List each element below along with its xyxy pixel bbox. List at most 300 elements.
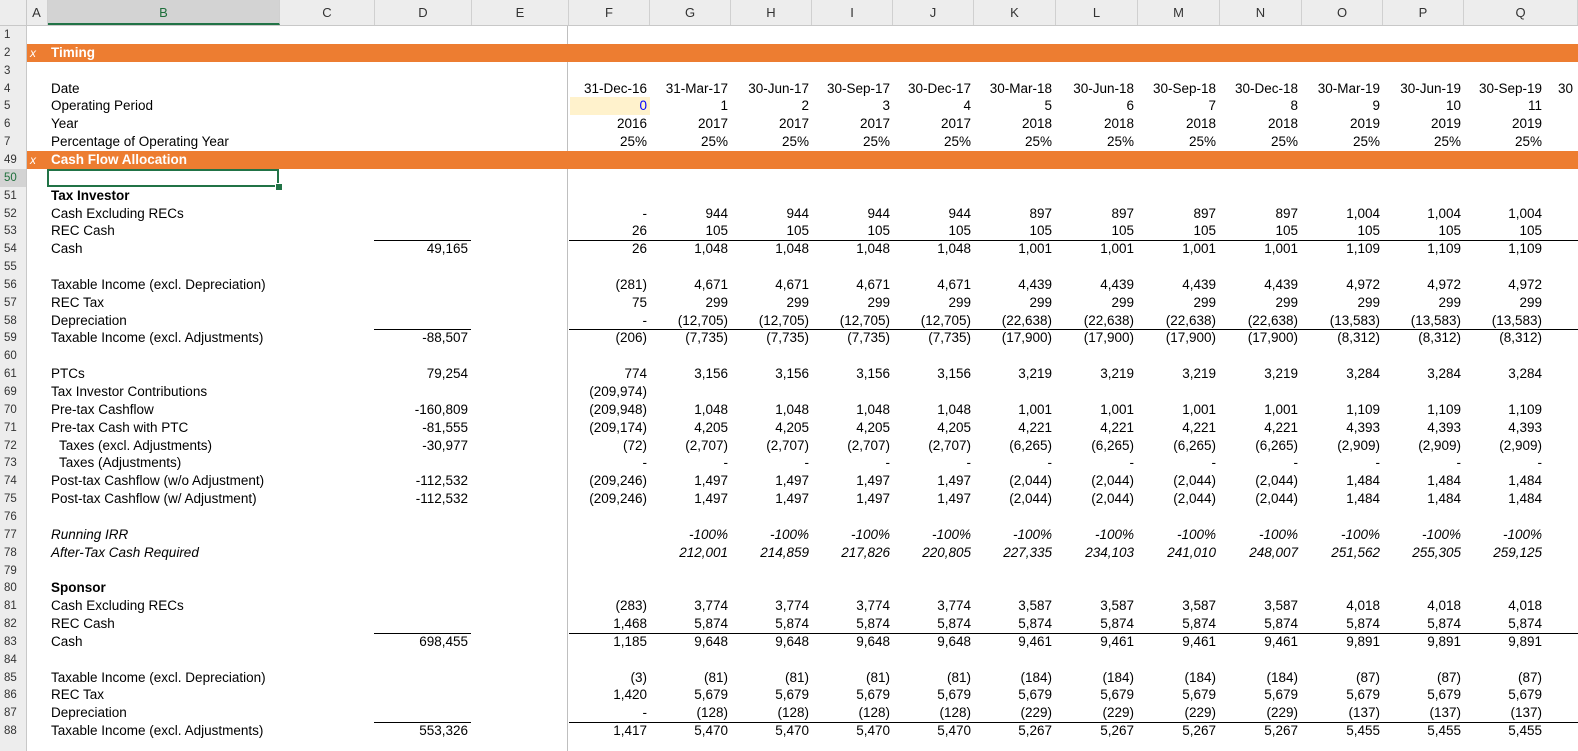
value-cell[interactable]: (12,705)	[758, 312, 809, 328]
value-cell[interactable]: -	[642, 312, 647, 328]
value-cell[interactable]: -	[642, 455, 647, 471]
value-cell[interactable]: (184)	[1102, 669, 1134, 685]
value-cell[interactable]: -100%	[931, 526, 971, 542]
row-header-83[interactable]: 83	[0, 633, 26, 651]
row-label[interactable]: Pre-tax Cash with PTC	[51, 419, 189, 435]
row-header-5[interactable]: 5	[0, 97, 26, 115]
value-cell[interactable]: 1,109	[1346, 401, 1380, 417]
value-cell[interactable]: 1,484	[1346, 491, 1380, 507]
value-cell[interactable]: 5,267	[1100, 723, 1134, 739]
value-cell[interactable]: -	[1047, 455, 1052, 471]
value-cell[interactable]: 7	[1208, 98, 1216, 114]
value-cell[interactable]: 299	[1519, 294, 1542, 310]
row-header-49[interactable]: 49	[0, 151, 26, 169]
value-cell[interactable]: 4,439	[1264, 276, 1298, 292]
value-cell[interactable]: 31-Mar-17	[665, 80, 728, 96]
value-cell[interactable]: (209,948)	[589, 401, 647, 417]
value-cell[interactable]: (8,312)	[1418, 330, 1461, 346]
value-cell[interactable]: 299	[948, 294, 971, 310]
value-cell[interactable]: 5,679	[694, 687, 728, 703]
value-cell[interactable]: 25%	[781, 134, 809, 150]
row-label[interactable]: Sponsor	[51, 580, 106, 596]
value-cell[interactable]: 1,497	[694, 473, 728, 489]
value-cell[interactable]: 1,001	[1264, 241, 1298, 257]
value-cell[interactable]: 299	[1029, 294, 1052, 310]
value-cell[interactable]: (2,044)	[1009, 491, 1052, 507]
value-cell[interactable]: 1,048	[856, 401, 890, 417]
row-header-56[interactable]: 56	[0, 276, 26, 294]
value-cell[interactable]: 1,420	[613, 687, 647, 703]
value-cell[interactable]: 25%	[1433, 134, 1461, 150]
value-cell[interactable]: 4,018	[1508, 598, 1542, 614]
row-label[interactable]: Post-tax Cashflow (w/ Adjustment)	[51, 491, 257, 507]
value-cell[interactable]: 4,671	[775, 276, 809, 292]
row-label[interactable]: Taxable Income (excl. Depreciation)	[51, 276, 266, 292]
row-header-86[interactable]: 86	[0, 686, 26, 704]
truncated-date-cell[interactable]: 30	[1558, 80, 1574, 96]
value-cell[interactable]: 25%	[1188, 134, 1216, 150]
value-cell[interactable]: 3,587	[1018, 598, 1052, 614]
value-cell[interactable]: 5,874	[1427, 616, 1461, 632]
value-cell[interactable]: 5,267	[1182, 723, 1216, 739]
value-cell[interactable]: 1,001	[1182, 241, 1216, 257]
value-cell[interactable]: 897	[1029, 205, 1052, 221]
value-cell[interactable]: 5,679	[1264, 687, 1298, 703]
value-cell[interactable]: 1	[720, 98, 728, 114]
value-cell[interactable]: (6,265)	[1173, 437, 1216, 453]
row-header-60[interactable]: 60	[0, 347, 26, 365]
value-cell[interactable]: 241,010	[1167, 544, 1216, 560]
value-cell[interactable]: 1,185	[613, 633, 647, 649]
value-cell[interactable]: 1,497	[775, 473, 809, 489]
value-cell[interactable]: 25%	[1514, 134, 1542, 150]
value-cell[interactable]: (128)	[939, 705, 971, 721]
value-cell[interactable]: (128)	[858, 705, 890, 721]
value-cell[interactable]: 220,805	[922, 544, 971, 560]
value-cell[interactable]: 5,679	[1346, 687, 1380, 703]
value-cell[interactable]: 9,461	[1182, 633, 1216, 649]
value-cell[interactable]: 1,048	[937, 401, 971, 417]
value-cell[interactable]: 1,004	[1346, 205, 1380, 221]
row-header-84[interactable]: 84	[0, 651, 26, 669]
value-cell[interactable]: 4,221	[1100, 419, 1134, 435]
value-cell[interactable]: -	[885, 455, 890, 471]
row-header-6[interactable]: 6	[0, 115, 26, 133]
value-cell[interactable]: 944	[786, 205, 809, 221]
value-cell[interactable]: (81)	[784, 669, 809, 685]
value-cell[interactable]: 5,679	[856, 687, 890, 703]
value-cell[interactable]: 4,439	[1100, 276, 1134, 292]
value-cell[interactable]: 5	[1044, 98, 1052, 114]
value-cell[interactable]: 1,497	[775, 491, 809, 507]
value-cell[interactable]: 234,103	[1085, 544, 1134, 560]
value-cell[interactable]: -100%	[1340, 526, 1380, 542]
row-header-61[interactable]: 61	[0, 365, 26, 383]
row-label[interactable]: Taxable Income (excl. Adjustments)	[51, 330, 264, 346]
row-header-52[interactable]: 52	[0, 205, 26, 223]
value-cell[interactable]: 4,205	[856, 419, 890, 435]
value-cell[interactable]: 4,671	[856, 276, 890, 292]
value-cell[interactable]: 3,156	[937, 366, 971, 382]
row-header-72[interactable]: 72	[0, 437, 26, 455]
value-cell[interactable]: 1,048	[937, 241, 971, 257]
value-cell[interactable]: 30-Sep-18	[1152, 80, 1216, 96]
column-header-i[interactable]: I	[812, 0, 893, 25]
value-cell[interactable]: 4,972	[1346, 276, 1380, 292]
value-cell[interactable]: 1,001	[1100, 401, 1134, 417]
value-cell[interactable]: 2017	[859, 116, 890, 132]
value-cell[interactable]: 1,497	[694, 491, 728, 507]
active-cell-b50[interactable]	[47, 169, 279, 187]
row-label[interactable]: Depreciation	[51, 312, 127, 328]
total-cell-d[interactable]: 698,455	[419, 633, 468, 649]
column-header-h[interactable]: H	[731, 0, 812, 25]
value-cell[interactable]: 1,468	[613, 616, 647, 632]
value-cell[interactable]: 4,221	[1018, 419, 1052, 435]
value-cell[interactable]: 248,007	[1249, 544, 1298, 560]
value-cell[interactable]: (137)	[1429, 705, 1461, 721]
value-cell[interactable]: 25%	[943, 134, 971, 150]
value-cell[interactable]: (2,707)	[847, 437, 890, 453]
value-cell[interactable]: (8,312)	[1337, 330, 1380, 346]
row-label[interactable]: Tax Investor	[51, 187, 130, 203]
value-cell[interactable]: 299	[867, 294, 890, 310]
value-cell[interactable]: 30-Mar-19	[1317, 80, 1380, 96]
row-header-4[interactable]: 4	[0, 80, 26, 98]
row-header-51[interactable]: 51	[0, 187, 26, 205]
value-cell[interactable]: 1,484	[1427, 491, 1461, 507]
value-cell[interactable]: (128)	[777, 705, 809, 721]
value-cell[interactable]: 5,874	[775, 616, 809, 632]
value-cell[interactable]: 1,048	[856, 241, 890, 257]
value-cell[interactable]: 30-Jun-19	[1400, 80, 1461, 96]
value-cell[interactable]: 1,001	[1264, 401, 1298, 417]
collapse-toggle-icon[interactable]: x	[30, 152, 36, 167]
value-cell[interactable]: -100%	[850, 526, 890, 542]
value-cell[interactable]: 1,484	[1508, 473, 1542, 489]
row-label[interactable]: REC Tax	[51, 294, 105, 310]
value-cell[interactable]: 1,001	[1018, 241, 1052, 257]
row-label[interactable]: Cash Excluding RECs	[51, 598, 184, 614]
value-cell[interactable]: (7,735)	[766, 330, 809, 346]
value-cell[interactable]: 5,679	[1427, 687, 1461, 703]
value-cell[interactable]: 4,393	[1427, 419, 1461, 435]
value-cell[interactable]: (22,638)	[1247, 312, 1298, 328]
column-header-d[interactable]: D	[375, 0, 472, 25]
row-header-2[interactable]: 2	[0, 44, 26, 62]
value-cell[interactable]: 3,284	[1508, 366, 1542, 382]
row-label[interactable]: REC Cash	[51, 616, 115, 632]
value-cell[interactable]: (281)	[615, 276, 647, 292]
value-cell[interactable]: (22,638)	[1165, 312, 1216, 328]
column-header-p[interactable]: P	[1383, 0, 1464, 25]
value-cell[interactable]: (2,707)	[766, 437, 809, 453]
value-cell[interactable]: 4	[963, 98, 971, 114]
value-cell[interactable]: (137)	[1510, 705, 1542, 721]
row-header-79[interactable]: 79	[0, 562, 26, 580]
value-cell[interactable]: (22,638)	[1001, 312, 1052, 328]
value-cell[interactable]: 3,774	[775, 598, 809, 614]
value-cell[interactable]: 105	[1275, 223, 1298, 239]
value-cell[interactable]: 30-Dec-18	[1234, 80, 1298, 96]
value-cell[interactable]: (17,900)	[1247, 330, 1298, 346]
value-cell[interactable]: 25%	[1352, 134, 1380, 150]
value-cell[interactable]: 5,874	[856, 616, 890, 632]
value-cell[interactable]: 105	[867, 223, 890, 239]
value-cell[interactable]: 3,587	[1264, 598, 1298, 614]
value-cell[interactable]: 5,267	[1018, 723, 1052, 739]
value-cell[interactable]: (209,974)	[589, 384, 647, 399]
value-cell[interactable]: 299	[1111, 294, 1134, 310]
row-label[interactable]: Percentage of Operating Year	[51, 134, 229, 150]
value-cell[interactable]: 4,972	[1427, 276, 1461, 292]
value-cell[interactable]: 25%	[1106, 134, 1134, 150]
value-cell[interactable]: (2,044)	[1091, 491, 1134, 507]
value-cell[interactable]: (2,044)	[1173, 491, 1216, 507]
value-cell[interactable]: 299	[1193, 294, 1216, 310]
value-cell[interactable]: 1,048	[694, 401, 728, 417]
value-cell[interactable]: 9,648	[694, 633, 728, 649]
value-cell[interactable]: (2,909)	[1337, 437, 1380, 453]
value-cell[interactable]: 4,439	[1018, 276, 1052, 292]
value-cell[interactable]: 944	[867, 205, 890, 221]
total-cell-d[interactable]: -160,809	[414, 401, 468, 417]
value-cell[interactable]: (206)	[615, 330, 647, 346]
row-header-54[interactable]: 54	[0, 240, 26, 258]
value-cell[interactable]: 1,497	[856, 473, 890, 489]
value-cell[interactable]: (209,174)	[589, 419, 647, 435]
column-header-g[interactable]: G	[650, 0, 731, 25]
value-cell[interactable]: (6,265)	[1091, 437, 1134, 453]
value-cell[interactable]: (2,044)	[1009, 473, 1052, 489]
value-cell[interactable]: 5,455	[1346, 723, 1380, 739]
value-cell[interactable]: (7,735)	[847, 330, 890, 346]
row-label[interactable]: Taxable Income (excl. Depreciation)	[51, 669, 266, 685]
row-header-80[interactable]: 80	[0, 579, 26, 597]
value-cell[interactable]: (17,900)	[1083, 330, 1134, 346]
value-cell[interactable]: (3)	[630, 669, 647, 685]
value-cell[interactable]: (81)	[865, 669, 890, 685]
row-header-82[interactable]: 82	[0, 615, 26, 633]
row-header-85[interactable]: 85	[0, 669, 26, 687]
value-cell[interactable]: 1,048	[775, 241, 809, 257]
value-cell[interactable]: (2,044)	[1091, 473, 1134, 489]
row-header-59[interactable]: 59	[0, 329, 26, 347]
row-label[interactable]: Post-tax Cashflow (w/o Adjustment)	[51, 473, 265, 489]
value-cell[interactable]: 5,874	[1346, 616, 1380, 632]
value-cell[interactable]: 212,001	[679, 544, 728, 560]
value-cell[interactable]: (128)	[696, 705, 728, 721]
column-header-l[interactable]: L	[1056, 0, 1138, 25]
column-header-e[interactable]: E	[472, 0, 569, 25]
value-cell[interactable]: 4,393	[1508, 419, 1542, 435]
value-cell[interactable]: 5,470	[856, 723, 890, 739]
value-cell[interactable]: 5,874	[1508, 616, 1542, 632]
value-cell[interactable]: 5,267	[1264, 723, 1298, 739]
value-cell[interactable]: 1,001	[1100, 241, 1134, 257]
value-cell[interactable]: 26	[631, 241, 647, 257]
value-cell[interactable]: (229)	[1020, 705, 1052, 721]
value-cell[interactable]: 2018	[1021, 116, 1052, 132]
value-cell[interactable]: 25%	[1270, 134, 1298, 150]
value-cell[interactable]: 2019	[1349, 116, 1380, 132]
row-label[interactable]: Taxes (excl. Adjustments)	[59, 437, 213, 453]
value-cell[interactable]: 9,891	[1508, 633, 1542, 649]
value-cell[interactable]: 5,470	[694, 723, 728, 739]
value-cell[interactable]: (2,707)	[685, 437, 728, 453]
value-cell[interactable]: 3,774	[856, 598, 890, 614]
value-cell[interactable]: 2016	[616, 116, 647, 132]
row-label[interactable]: Operating Period	[51, 98, 154, 114]
value-cell[interactable]: 3,156	[775, 366, 809, 382]
value-cell[interactable]: 1,497	[856, 491, 890, 507]
total-cell-d[interactable]: -30,977	[422, 437, 468, 453]
value-cell[interactable]: -100%	[1176, 526, 1216, 542]
value-cell[interactable]: 1,484	[1346, 473, 1380, 489]
row-label[interactable]: Pre-tax Cashflow	[51, 401, 154, 417]
value-cell[interactable]: 5,874	[937, 616, 971, 632]
total-cell-d[interactable]: -112,532	[415, 473, 468, 489]
value-cell[interactable]: 897	[1111, 205, 1134, 221]
total-cell-d[interactable]: -88,507	[422, 330, 468, 346]
value-cell[interactable]: 0	[639, 98, 647, 114]
value-cell[interactable]: 105	[948, 223, 971, 239]
row-header-77[interactable]: 77	[0, 526, 26, 544]
total-cell-d[interactable]: 553,326	[419, 723, 468, 739]
total-cell-d[interactable]: 79,254	[426, 366, 468, 382]
value-cell[interactable]: (22,638)	[1083, 312, 1134, 328]
row-label[interactable]: Taxable Income (excl. Adjustments)	[51, 723, 264, 739]
value-cell[interactable]: 9,648	[775, 633, 809, 649]
value-cell[interactable]: (184)	[1266, 669, 1298, 685]
column-header-j[interactable]: J	[893, 0, 974, 25]
value-cell[interactable]: 4,972	[1508, 276, 1542, 292]
value-cell[interactable]: 4,439	[1182, 276, 1216, 292]
value-cell[interactable]: 105	[1357, 223, 1380, 239]
value-cell[interactable]: 5,679	[775, 687, 809, 703]
value-cell[interactable]: 1,109	[1508, 401, 1542, 417]
value-cell[interactable]: 2	[801, 98, 809, 114]
value-cell[interactable]: 5,874	[1182, 616, 1216, 632]
value-cell[interactable]: 6	[1126, 98, 1134, 114]
value-cell[interactable]: (7,735)	[685, 330, 728, 346]
column-header-o[interactable]: O	[1302, 0, 1383, 25]
value-cell[interactable]: -	[1537, 455, 1542, 471]
value-cell[interactable]: 4,205	[937, 419, 971, 435]
value-cell[interactable]: 1,497	[937, 491, 971, 507]
value-cell[interactable]: 1,497	[937, 473, 971, 489]
row-label[interactable]: PTCs	[51, 366, 85, 382]
value-cell[interactable]: 1,048	[694, 241, 728, 257]
value-cell[interactable]: -	[966, 455, 971, 471]
value-cell[interactable]: (13,583)	[1410, 312, 1461, 328]
total-cell-d[interactable]: 49,165	[426, 241, 468, 257]
value-cell[interactable]: 9,461	[1100, 633, 1134, 649]
value-cell[interactable]: 2018	[1267, 116, 1298, 132]
value-cell[interactable]: (2,909)	[1418, 437, 1461, 453]
value-cell[interactable]: 5,455	[1427, 723, 1461, 739]
value-cell[interactable]: (283)	[615, 598, 647, 614]
value-cell[interactable]: 299	[1438, 294, 1461, 310]
value-cell[interactable]: 3,156	[856, 366, 890, 382]
value-cell[interactable]: 5,679	[1508, 687, 1542, 703]
value-cell[interactable]: 1,109	[1508, 241, 1542, 257]
value-cell[interactable]: (13,583)	[1329, 312, 1380, 328]
row-header-58[interactable]: 58	[0, 312, 26, 330]
value-cell[interactable]: 2017	[697, 116, 728, 132]
value-cell[interactable]: 105	[1438, 223, 1461, 239]
row-label[interactable]: Cash Excluding RECs	[51, 205, 184, 221]
value-cell[interactable]: 3,284	[1346, 366, 1380, 382]
value-cell[interactable]: 9,461	[1264, 633, 1298, 649]
row-header-55[interactable]: 55	[0, 258, 26, 276]
value-cell[interactable]: (137)	[1348, 705, 1380, 721]
column-header-b[interactable]: B	[48, 0, 280, 25]
row-header-50[interactable]: 50	[0, 169, 26, 187]
value-cell[interactable]: 5,874	[694, 616, 728, 632]
value-cell[interactable]: 30-Jun-18	[1073, 80, 1134, 96]
value-cell[interactable]: 1,484	[1427, 473, 1461, 489]
value-cell[interactable]: 1,004	[1508, 205, 1542, 221]
value-cell[interactable]: 5,679	[1018, 687, 1052, 703]
value-cell[interactable]: 30-Sep-17	[826, 80, 890, 96]
value-cell[interactable]: (2,909)	[1499, 437, 1542, 453]
value-cell[interactable]: 105	[1193, 223, 1216, 239]
value-cell[interactable]: 2018	[1185, 116, 1216, 132]
value-cell[interactable]: 3,587	[1182, 598, 1216, 614]
value-cell[interactable]: 105	[1111, 223, 1134, 239]
value-cell[interactable]: 5,679	[1182, 687, 1216, 703]
value-cell[interactable]: 75	[631, 294, 647, 310]
value-cell[interactable]: 30-Jun-17	[748, 80, 809, 96]
value-cell[interactable]: -100%	[1012, 526, 1052, 542]
value-cell[interactable]: (12,705)	[839, 312, 890, 328]
row-label[interactable]: Running IRR	[51, 526, 129, 542]
value-cell[interactable]: 5,470	[937, 723, 971, 739]
value-cell[interactable]: -100%	[1258, 526, 1298, 542]
total-cell-d[interactable]: -81,555	[422, 419, 468, 435]
value-cell[interactable]: 4,671	[937, 276, 971, 292]
value-cell[interactable]: 1,109	[1427, 241, 1461, 257]
value-cell[interactable]: (2,044)	[1255, 491, 1298, 507]
value-cell[interactable]: 9,891	[1427, 633, 1461, 649]
row-header-53[interactable]: 53	[0, 222, 26, 240]
value-cell[interactable]: 9,461	[1018, 633, 1052, 649]
row-header-69[interactable]: 69	[0, 383, 26, 401]
value-cell[interactable]: (229)	[1102, 705, 1134, 721]
row-header-76[interactable]: 76	[0, 508, 26, 526]
total-cell-d[interactable]: -112,532	[415, 491, 468, 507]
value-cell[interactable]: 3,219	[1018, 366, 1052, 382]
value-cell[interactable]: 4,205	[775, 419, 809, 435]
value-cell[interactable]: 2017	[778, 116, 809, 132]
value-cell[interactable]: -	[1129, 455, 1134, 471]
value-cell[interactable]: 3,219	[1100, 366, 1134, 382]
row-label[interactable]: Taxes (Adjustments)	[59, 455, 182, 471]
value-cell[interactable]: 9	[1372, 98, 1380, 114]
value-cell[interactable]: 3,587	[1100, 598, 1134, 614]
value-cell[interactable]: 4,221	[1182, 419, 1216, 435]
value-cell[interactable]: (184)	[1020, 669, 1052, 685]
value-cell[interactable]: (6,265)	[1009, 437, 1052, 453]
value-cell[interactable]: -	[1293, 455, 1298, 471]
value-cell[interactable]: (229)	[1266, 705, 1298, 721]
value-cell[interactable]: 9,648	[937, 633, 971, 649]
value-cell[interactable]: (72)	[622, 437, 647, 453]
row-label[interactable]: REC Cash	[51, 223, 115, 239]
value-cell[interactable]: 5,679	[1100, 687, 1134, 703]
value-cell[interactable]: 1,109	[1346, 241, 1380, 257]
